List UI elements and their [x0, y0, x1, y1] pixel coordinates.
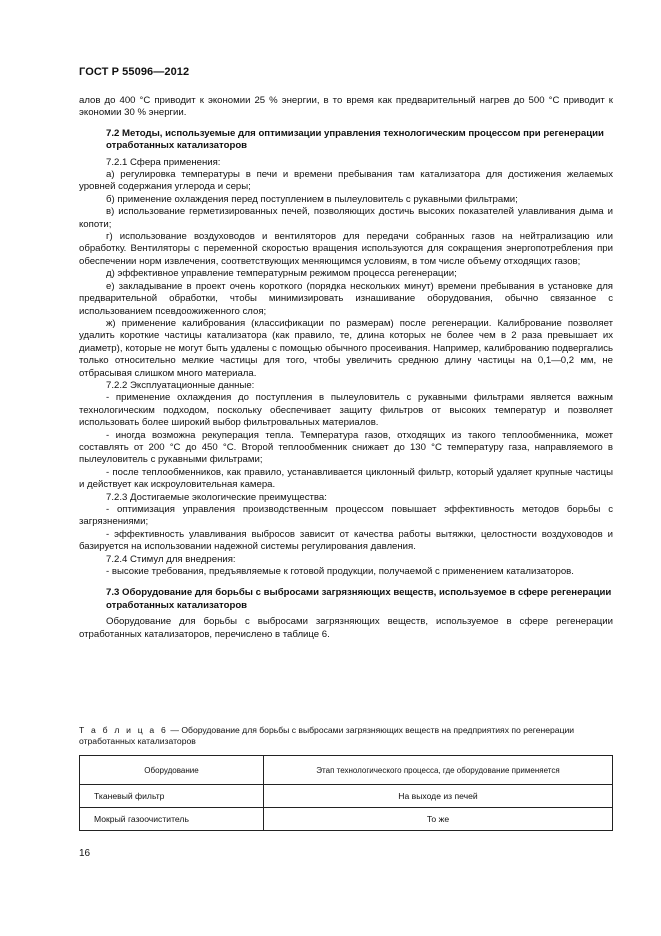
table-header-process-stage: Этап технологического процесса, где оборудование применяется — [264, 756, 613, 785]
paragraph: ж) применение калибрования (классификации по размерам) после регенерации. Калибрование позволяет удалить короткие частицы катализатора (как правило, те, длина которых не более чем в 2 раза превышает их диаметр), которые не могут быть удалены с помощью обычного просеивания. Например, калиброванию подвергались только относительно мелкие частицы для того, чтобы увеличить среднюю длину частицы на 0,1—0,2 мм, не отбрасывая слишком много материала. — [79, 317, 613, 379]
table-cell-process-stage: На выходе из печей — [264, 785, 613, 808]
table-header-equipment: Оборудование — [80, 756, 264, 785]
document-body — [79, 95, 613, 641]
paragraph: - оптимизация управления производственным процессом повышает эффективность методов борьбы с загрязнениями; — [79, 504, 613, 528]
table-cell-equipment: Тканевый фильтр — [80, 785, 264, 808]
table-caption — [79, 725, 613, 747]
paragraph: 7.2.1 Сфера применения: — [106, 156, 221, 168]
paragraph: - высокие требования, предъявляемые к готовой продукции, получаемой с применением катализаторов. — [106, 566, 574, 578]
paragraph: б) применение охлаждения перед поступлением в пылеуловитель с рукавными фильтрами; — [106, 193, 518, 205]
paragraph: - эффективность улавливания выбросов зависит от качества работы вытяжки, целостности воздуховодов и базируется на использовании надежной системы регулирования давления. — [79, 528, 613, 553]
paragraph: 7.2.3 Достигаемые экологические преимущества: — [106, 491, 327, 503]
document-id: ГОСТ Р 55096—2012 — [79, 66, 190, 78]
table-row — [80, 808, 613, 831]
paragraph: Оборудование для борьбы с выбросами загрязняющих веществ, используемое в сфере регенерации отработанных катализаторов, перечислено в таблице 6. — [79, 616, 613, 640]
paragraph: 7.2.2 Эксплуатационные данные: — [106, 379, 255, 391]
paragraph: г) использование воздуховодов и вентиляторов для передачи собранных газов на нейтрализацию или обработку. Вентиляторы с переменной скоростью вращения используются для сокращения энергопотребления при обеспечении норм извлечения, соответствующих меняющимся условиям, в том числе объему отходящих газов; — [79, 231, 613, 267]
paragraph: - после теплообменников, как правило, устанавливается циклонный фильтр, который удаляет крупные частицы и действует как искроуловительная камера. — [79, 466, 613, 491]
table-cell-equipment: Мокрый газоочиститель — [80, 808, 264, 831]
table-caption-text: — Оборудование для борьбы с выбросами загрязняющих веществ на предприятиях по регенерации отработанных катализаторов — [79, 725, 575, 746]
equipment-table — [79, 755, 613, 831]
page-number: 16 — [79, 848, 91, 859]
table-header-row — [80, 756, 613, 785]
section-heading-7-3: 7.3 Оборудование для борьбы с выбросами загрязняющих веществ, используемое в сфере регенерации отработанных катализаторов — [106, 587, 612, 611]
table-cell-process-stage: То же — [264, 808, 613, 831]
paragraph: - иногда возможна рекуперация тепла. Температура газов, отходящих из такого теплообменника, может составлять от 200 °С до 450 °С. Второй теплообменник снижает до 130 °С температуру газа, направляемого в пылеуловитель с рукавными фильтрами; — [79, 429, 613, 466]
paragraph: алов до 400 °С приводит к экономии 25 % энергии, в то время как предварительный нагрев до 500 °С приводит к экономии 30 % энергии. — [79, 95, 613, 119]
paragraph: - применение охлаждения до поступления в пылеуловитель с рукавными фильтрами является важным технологическим подходом, поскольку обеспечивает защиту фильтров от высоких температур и позволяет использовать более широкий выбор фильтровальных материалов. — [79, 392, 613, 429]
paragraph: а) регулировка температуры в печи и времени пребывания там катализатора для достижения желаемых уровней содержания углерода и серы; — [79, 169, 613, 193]
section-heading-7-2: 7.2 Методы, используемые для оптимизации управления технологическим процессом при регенерации отработанных катализаторов — [106, 127, 604, 152]
table-caption-label: Т а б л и ц а 6 — [79, 725, 168, 735]
paragraph: д) эффективное управление температурным режимом процесса регенерации; — [106, 268, 457, 280]
paragraph: 7.2.4 Стимул для внедрения: — [106, 553, 236, 565]
paragraph: в) использование герметизированных печей, позволяющих достичь высоких показателей улавливания дыма и копоти; — [79, 206, 613, 230]
paragraph: е) закладывание в проект очень короткого (порядка нескольких минут) времени пребывания в установке для предварительной обработки, чтобы минимизировать изнашивание оборудования, обычно связанное с использованием псевдоожиженного слоя; — [79, 280, 613, 317]
table-row — [80, 785, 613, 808]
